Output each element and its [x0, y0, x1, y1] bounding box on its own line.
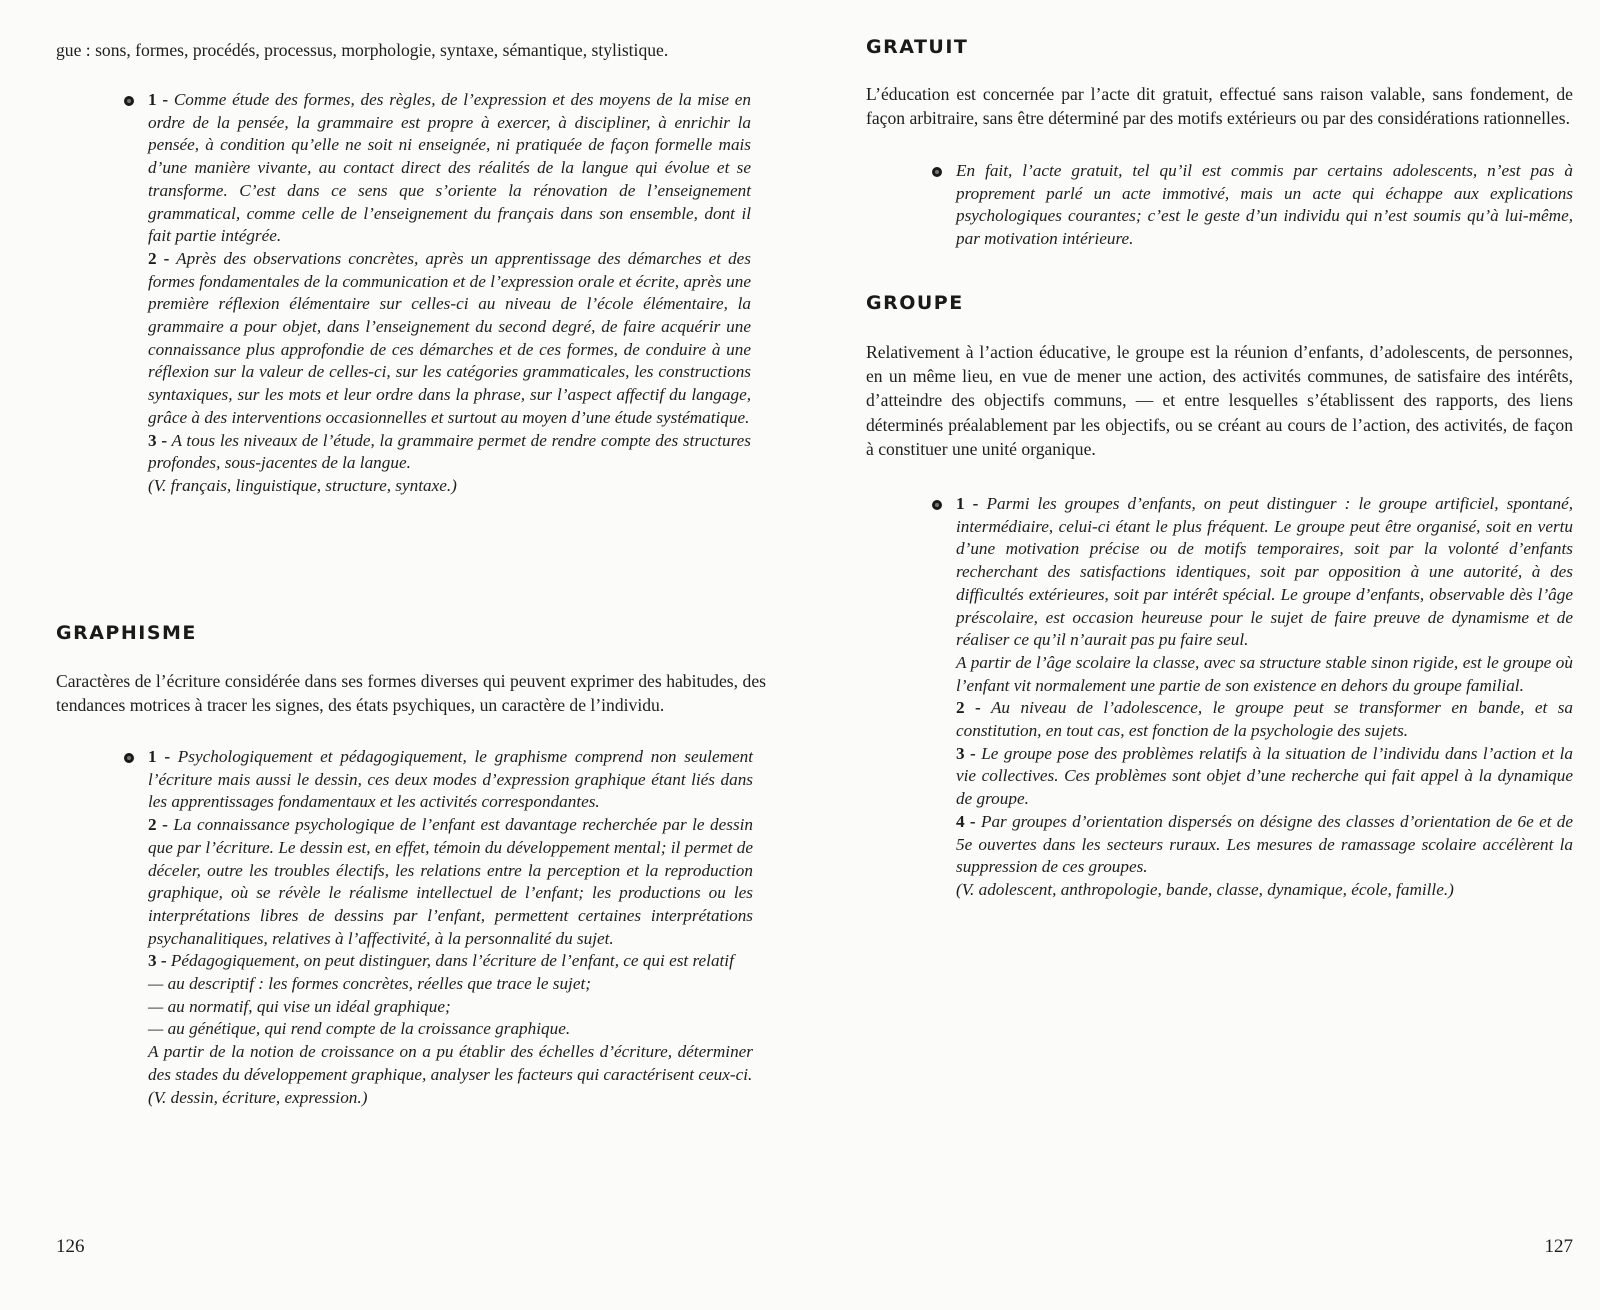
graphisme-definition: Caractères de l’écriture considérée dans ses formes diverses qui peuvent exprimer des habitudes, des tendances motrices à tracer les signes, des états psychiques, un caractère de l’individu. [56, 671, 766, 716]
groupe-note-1b: A partir de l’âge scolaire la classe, avec sa structure stable sinon rigide, est le groupe où l’enfant vit normalement une partie de son existence en dehors du groupe familial. [956, 652, 1573, 695]
grammar-note-2: 2 - Après des observations concrètes, après un apprentissage des démarches et des formes fondamentales de la communication et de l’expression orale et écrite, après une première réflexion élémentaire sur celles-ci au niveau de l’école élémentaire, la grammaire a pour objet, dans l’enseignement du second degré, de faire acquérir une connaissance plus approfondie de ces démarches et de ces formes, de conduire à une réflexion sur la valeur de celles-ci, sur les catégories grammaticales, les constructions syntaxiques, sur les mots et leur ordre dans la phrase, sur l’aspect affectif du langage, grâce à des interventions occasionnelles et surtout au moyen d’une étude systématique. [148, 248, 751, 427]
graphisme-extra: A partir de la notion de croissance on a pu établir des échelles d’écriture, déterminer des stades du développement graphique, analyser les facteurs qui caractérisent ceux-ci. [148, 1042, 753, 1084]
grammar-note-3: 3 - A tous les niveaux de l’étude, la grammaire permet de rendre compte des structures profondes, sous-jacentes de la langue. [148, 430, 751, 473]
grammar-note-1: 1 - Comme étude des formes, des règles, de l’expression et des moyens de la mise en ordre de la pensée, la grammaire est propre à exercer, à discipliner, à enrichir la pensée, à condition qu’elle ne soit ni enseignée, ni pratiquée de façon formelle mais d’une manière vivante, au contact direct des réalités de la langue qui évolue et se transforme. C’est dans ce sens que s’oriente la rénovation de l’enseignement grammatical, comme celle de l’enseignement du français dans son ensemble, dont il fait partie intégrée. [148, 90, 751, 246]
bullet-icon [124, 96, 134, 106]
graphisme-dash-1: — au descriptif : les formes concrètes, réelles que trace le sujet; [148, 974, 591, 994]
graphisme-see-also: (V. dessin, écriture, expression.) [148, 1087, 368, 1107]
gratuit-note-block [956, 160, 1573, 251]
groupe-note-2: 2 - Au niveau de l’adolescence, le groupe peut se transformer en bande, et sa constitution, en tout cas, est fonction de la psychologie des sujets. [956, 698, 1573, 741]
heading-groupe: GROUPE [866, 292, 964, 314]
left-page [56, 0, 766, 1310]
graphisme-dash-3: — au génétique, qui rend compte de la croissance graphique. [148, 1019, 571, 1039]
groupe-note-4: 4 - Par groupes d’orientation dispersés on désigne des classes d’orientation de 6e et de 5e ouvertes dans les secteurs ruraux. Les mesures de ramassage scolaire accélèrent la suppression de ces groupes. [956, 811, 1574, 877]
heading-graphisme: GRAPHISME [56, 622, 197, 644]
graphisme-note-block [148, 746, 753, 1109]
page-number-left: 126 [56, 1236, 85, 1257]
right-page [866, 0, 1573, 1310]
gratuit-definition: L’éducation est concernée par l’acte dit gratuit, effectué sans raison valable, sans fondement, de façon arbitraire, sans être déterminé par des motifs extérieurs ou par des considérations rationnelles. [866, 84, 1573, 129]
groupe-note-1: 1 - Parmi les groupes d’enfants, on peut distinguer : le groupe artificiel, spontané, intermédiaire, celui-ci étant le plus fréquent. Le groupe peut être organisé, soit en vertu d’une motivation précise ou de motifs temporaires, soit par la volonté d’enfants recherchant des satisfactions identiques, soit par opposition à une autorité, à des difficultés extérieures, soit par intérêt spécial. Le groupe d’enfants, observable dès l’âge préscolaire, est occasion heureuse pour le sujet de faire preuve de dynamisme et de réaliser ce qu’il n’aurait pas pu faire seul. [956, 494, 1573, 650]
heading-gratuit: GRATUIT [866, 36, 969, 58]
groupe-see-also: (V. adolescent, anthropologie, bande, classe, dynamique, école, famille.) [956, 879, 1454, 899]
graphisme-note-2: 2 - La connaissance psychologique de l’enfant est davantage recherchée par le dessin que par l’écriture. Le dessin est, en effet, témoin du développement mental; il permet de déceler, outre les troubles électifs, les relations entre la perception et la reproduction graphique, où se révèle le réalisme intellectuel de l’enfant; les productions ou les interprétations libres de dessins par l’enfant, permettent certaines interprétations psychanalitiques, relatives à l’affectivité, à la personnalité du sujet. [148, 815, 754, 948]
gratuit-note: En fait, l’acte gratuit, tel qu’il est commis par certains adolescents, n’est pas à proprement parlé un acte immotivé, mais un acte qui échappe aux explications psychologiques courantes; c’est le geste d’un individu qui n’est soumis qu’à lui-même, par motivation intérieure. [956, 161, 1573, 249]
bullet-icon [124, 753, 134, 763]
grammar-see-also: (V. français, linguistique, structure, syntaxe.) [148, 475, 457, 495]
page-number-right: 127 [1544, 1236, 1573, 1257]
graphisme-note-3: 3 - Pédagogiquement, on peut distinguer, dans l’écriture de l’enfant, ce qui est relatif [148, 951, 734, 971]
groupe-note-block [956, 493, 1573, 902]
grammar-note-block [148, 89, 751, 498]
intro-text: gue : sons, formes, procédés, processus, morphologie, syntaxe, sémantique, stylistique. [56, 40, 669, 60]
bullet-icon [932, 500, 942, 510]
groupe-note-3: 3 - Le groupe pose des problèmes relatifs à la situation de l’individu dans l’action et la vie collectives. Ces problèmes sont objet d’une recherche qui fait appel à la dynamique de groupe. [956, 743, 1573, 809]
graphisme-dash-2: — au normatif, qui vise un idéal graphique; [148, 996, 451, 1016]
bullet-icon [932, 167, 942, 177]
groupe-definition: Relativement à l’action éducative, le groupe est la réunion d’enfants, d’adolescents, de personnes, en un même lieu, en vue de mener une action, des activités communes, de satisfaire des intérêts, d’atteindre des objectifs communs, — et entre lesquelles s’établissent des rapports, des liens déterminés préalablement par les objectifs, ou se créant au cours de l’action, des activités, de façon à constituer une unité organique. [866, 342, 1573, 459]
graphisme-note-1: 1 - Psychologiquement et pédagogiquement, le graphisme comprend non seulement l’écriture mais aussi le dessin, ces deux modes d’expression graphique étant liés dans les apprentissages fondamentaux et les activités correspondantes. [148, 747, 753, 812]
